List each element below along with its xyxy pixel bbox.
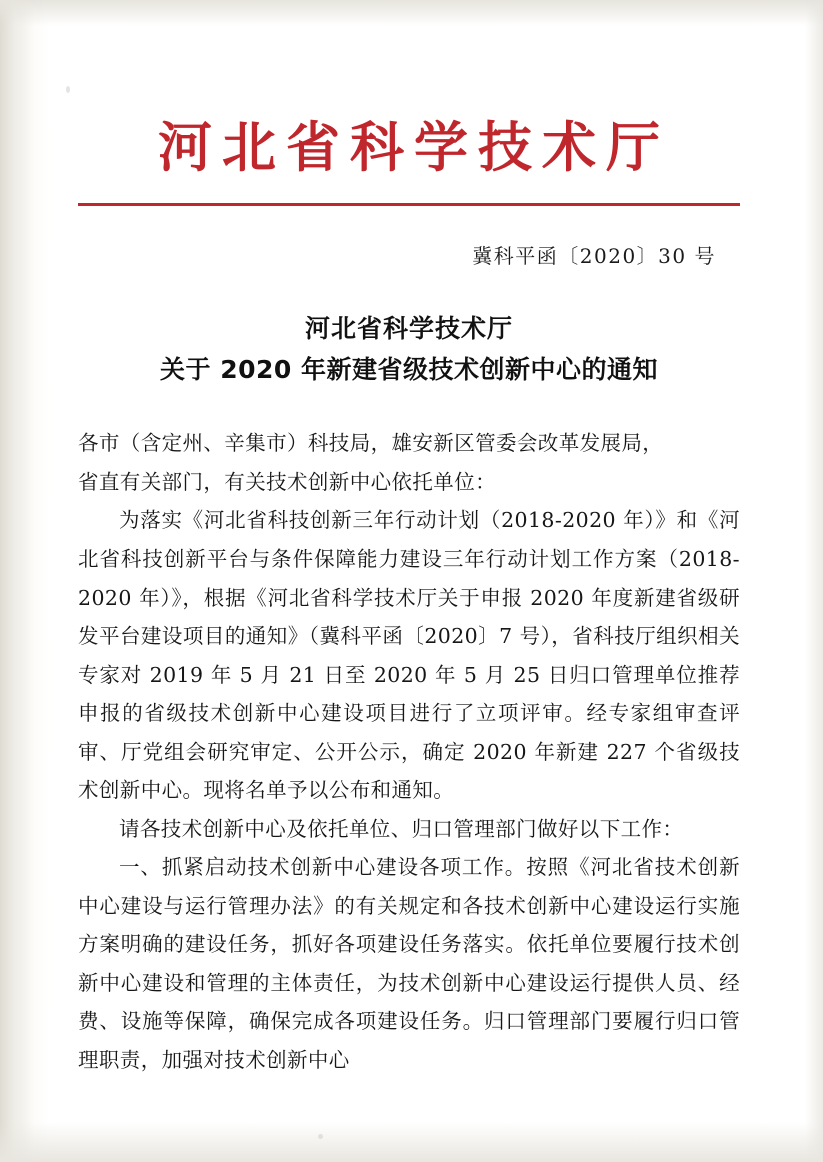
scan-edge-shadow-right	[805, 0, 823, 1162]
document-title-line-1: 河北省科学技术厅	[304, 314, 513, 344]
masthead-red-rule	[78, 203, 740, 206]
paragraph-3: 一、抓紧启动技术创新中心建设各项工作。按照《河北省技术创新中心建设与运行管理办法》的有关规定和各技术创新中心建设运行实施方案明确的建设任务，抓好各项建设任务落实。依托单位要履行技术创新中心建设和管理的主体责任，为技术创新中心建设运行提供人员、经费、设施等保障，确保完成各项建设任务。归口管理部门要履行归口管理职责，加强对技术创新中心	[78, 855, 740, 1072]
document-number: 冀科平函〔2020〕30 号	[472, 244, 716, 269]
document-title-line-2: 关于 2020 年新建省级技术创新中心的通知	[160, 354, 658, 384]
paragraph-1: 为落实《河北省科技创新三年行动计划（2018-2020 年）》和《河北省科技创新平台与条件保障能力建设三年行动计划工作方案（2018-2020 年）》，根据《河北省科学技术厅关于申报 2020 年度新建省级研发平台建设项目的通知》（冀科平函〔2020〕7 号），省科技厅组织相关专家对 2019 年 5 月 21 日至 2020 年 5 月 25 日归口管理单位推荐申报的省级技术创新中心建设项目进行了立项评审。经专家组审查评审、厅党组会研究审定、公开公示，确定 2020 年新建 227 个省级技术创新中心。现将名单予以公布和通知。	[78, 508, 740, 803]
masthead	[78, 0, 740, 206]
scan-edge-shadow-left	[0, 0, 34, 1162]
scan-speck	[66, 86, 70, 93]
issuing-organization-heading: 河北省科学技术厅	[158, 115, 670, 179]
paragraph-2: 请各技术创新中心及依托单位、归口管理部门做好以下工作：	[119, 816, 684, 841]
document-title	[78, 309, 740, 390]
recipient-line-2: 省直有关部门，有关技术创新中心依托单位：	[78, 469, 496, 494]
recipient-line-1: 各市（含定州、辛集市）科技局，雄安新区管委会改革发展局，	[78, 431, 664, 456]
document-body-column	[78, 0, 740, 1162]
document-content	[78, 424, 740, 1079]
